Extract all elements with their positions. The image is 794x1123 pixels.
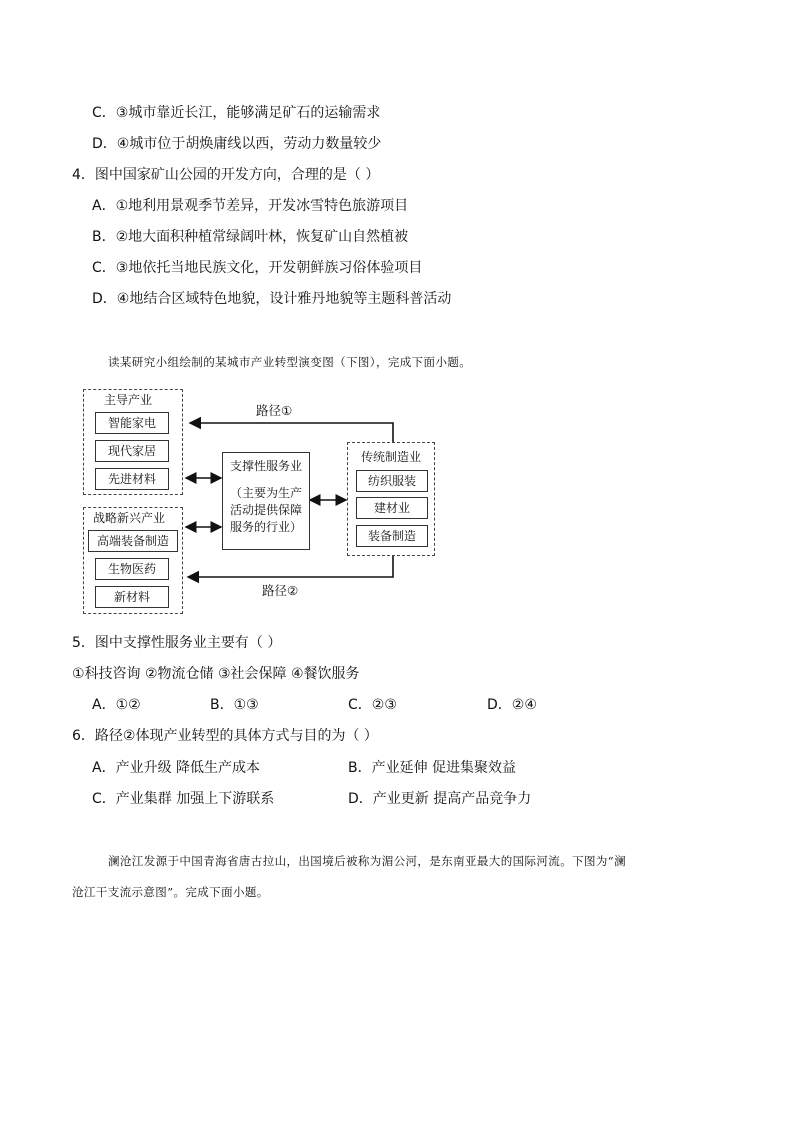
intro-text-2-line-1: 澜沧江发源于中国青海省唐古拉山，出国境后被称为湄公河，是东南亚最大的国际河流。下图为“澜 bbox=[108, 854, 626, 868]
service-note-line-3: 服务的行业） bbox=[229, 520, 302, 534]
q6-option-c: C．产业集群 加强上下游联系 bbox=[92, 791, 275, 807]
service-note-line-1: （主要为生产 bbox=[229, 486, 302, 500]
q6-option-d: D．产业更新 提高产品竞争力 bbox=[348, 791, 532, 807]
q5-items: ①科技咨询 ②物流仓储 ③社会保障 ④餐饮服务 bbox=[72, 666, 360, 682]
intro-text-1: 读某研究小组绘制的某城市产业转型演变图（下图），完成下面小题。 bbox=[108, 355, 472, 369]
leading-industry-title: 主导产业 bbox=[104, 393, 153, 407]
q4-option-b: B．②地大面积种植常绿阔叶林，恢复矿山自然植被 bbox=[92, 229, 409, 245]
q5-option-b: B．①③ bbox=[210, 697, 259, 713]
leading-item-2: 现代家居 bbox=[95, 440, 169, 462]
traditional-item-2: 建材业 bbox=[356, 497, 428, 519]
service-industry-title: 支撑性服务业 bbox=[229, 459, 302, 473]
q6-stem: 6．路径②体现产业转型的具体方式与目的为（ ） bbox=[72, 728, 378, 744]
q4-stem: 4．图中国家矿山公园的开发方向，合理的是（ ） bbox=[72, 167, 380, 183]
traditional-item-3: 装备制造 bbox=[356, 525, 428, 547]
emerging-item-2: 生物医药 bbox=[95, 558, 169, 580]
q6-option-a: A．产业升级 降低生产成本 bbox=[92, 760, 261, 776]
q4-option-a: A．①地利用景观季节差异，开发冰雪特色旅游项目 bbox=[92, 198, 409, 214]
traditional-item-1: 纺织服装 bbox=[356, 470, 428, 492]
q5-option-d: D．②④ bbox=[487, 697, 537, 713]
emerging-item-3: 新材料 bbox=[95, 586, 169, 608]
leading-item-3: 先进材料 bbox=[95, 468, 169, 490]
traditional-industry-title: 传统制造业 bbox=[361, 450, 422, 464]
path-2-label: 路径② bbox=[262, 583, 299, 598]
q3-option-d: D．④城市位于胡焕庸线以西，劳动力数量较少 bbox=[92, 136, 382, 152]
q3-option-c: C．③城市靠近长江，能够满足矿石的运输需求 bbox=[92, 105, 381, 121]
q5-option-c: C．②③ bbox=[348, 697, 397, 713]
leading-item-1: 智能家电 bbox=[95, 412, 169, 434]
q6-option-b: B．产业延伸 促进集聚效益 bbox=[348, 760, 517, 776]
q4-option-c: C．③地依托当地民族文化，开发朝鲜族习俗体验项目 bbox=[92, 260, 423, 276]
intro-text-2-line-2: 沧江干支流示意图”。完成下面小题。 bbox=[72, 885, 269, 899]
q4-option-d: D．④地结合区域特色地貌，设计雅丹地貌等主题科普活动 bbox=[92, 291, 452, 307]
q5-option-a: A．①② bbox=[92, 697, 141, 713]
q5-stem: 5．图中支撑性服务业主要有（ ） bbox=[72, 635, 282, 651]
emerging-industry-title: 战略新兴产业 bbox=[93, 511, 166, 525]
path-1-label: 路径① bbox=[256, 403, 293, 418]
emerging-item-1: 高端装备制造 bbox=[88, 530, 178, 552]
service-note-line-2: 活动提供保障 bbox=[229, 503, 302, 517]
